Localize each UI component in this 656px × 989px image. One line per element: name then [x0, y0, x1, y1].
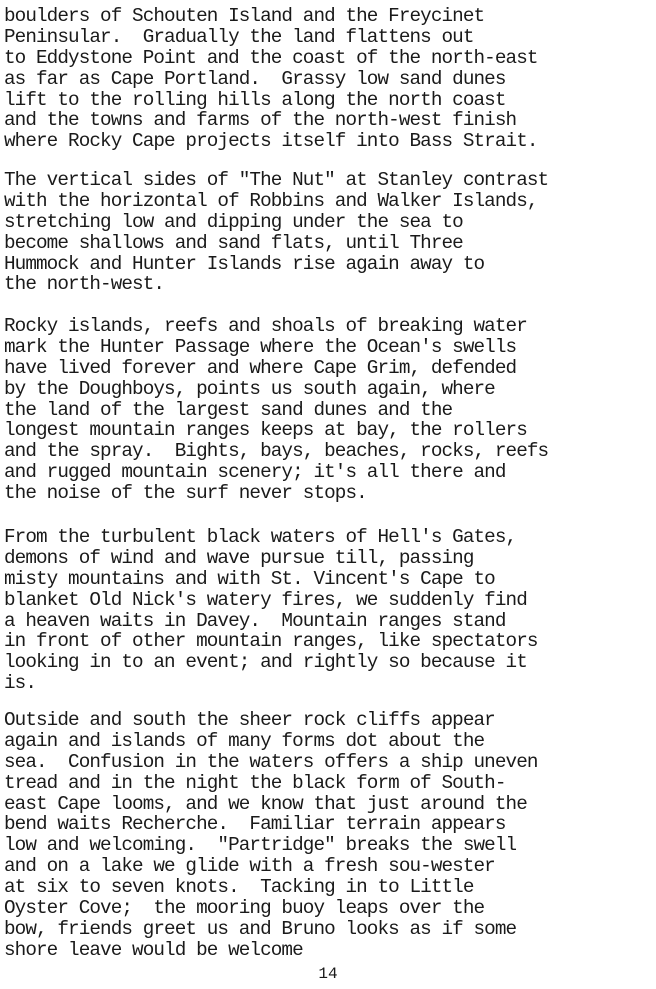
text-line: shore leave would be welcome — [4, 938, 303, 961]
text-line: with the horizontal of Robbins and Walker Islands, — [4, 189, 538, 212]
text-line: From the turbulent black waters of Hell's Gates, — [4, 526, 517, 548]
text-line: where Rocky Cape projects itself into Bass Strait. — [4, 130, 538, 153]
text-line: Oyster Cove; the mooring buoy leaps over the — [4, 897, 485, 920]
text-line: mark the Hunter Passage where the Ocean's swells — [4, 335, 517, 358]
text-line: and the towns and farms of the north-west finish — [4, 109, 517, 132]
text-line: and on a lake we glide with a fresh sou-wester — [4, 855, 495, 878]
paragraph-hunter-passage — [4, 316, 652, 504]
text-line: tread and in the night the black form of South- — [4, 771, 506, 794]
text-line: bow, friends greet us and Bruno looks as if some — [4, 917, 517, 940]
text-line: the noise of the surf never stops. — [4, 482, 367, 505]
text-line: bend waits Recherche. Familiar terrain appears — [4, 813, 506, 836]
text-line: have lived forever and where Cape Grim, defended — [4, 356, 517, 379]
text-line: to Eddystone Point and the coast of the north-east — [4, 46, 538, 69]
text-line: the land of the largest sand dunes and the — [4, 398, 453, 421]
text-line: as far as Cape Portland. Grassy low sand dunes — [4, 67, 506, 90]
text-line: and rugged mountain scenery; it's all there and — [4, 461, 506, 484]
text-line: Peninsular. Gradually the land flattens out — [4, 25, 474, 48]
text-line: looking in to an event; and rightly so because it — [4, 651, 527, 674]
text-line: Rocky islands, reefs and shoals of breaking water — [4, 315, 527, 337]
text-line: and the spray. Bights, bays, beaches, rocks, reefs — [4, 440, 549, 463]
paragraph-east-and-north-coast — [4, 6, 652, 152]
text-line: east Cape looms, and we know that just around the — [4, 792, 527, 815]
text-line: in front of other mountain ranges, like spectators — [4, 630, 538, 653]
text-line: by the Doughboys, points us south again, where — [4, 377, 495, 400]
text-line: become shallows and sand flats, until Three — [4, 231, 463, 254]
text-line: again and islands of many forms dot about the — [4, 729, 485, 752]
text-line: The vertical sides of "The Nut" at Stanley contrast — [4, 169, 549, 191]
text-line: blanket Old Nick's watery fires, we suddenly find — [4, 588, 527, 611]
text-line: sea. Confusion in the waters offers a ship uneven — [4, 750, 538, 773]
text-line: misty mountains and with St. Vincent's Cape to — [4, 567, 495, 590]
text-line: Hummock and Hunter Islands rise again away to — [4, 252, 485, 275]
paragraph-recherche-and-oyster-cove — [4, 710, 652, 961]
text-line: longest mountain ranges keeps at bay, the rollers — [4, 419, 527, 442]
text-line: stretching low and dipping under the sea to — [4, 210, 463, 233]
text-line: the north-west. — [4, 273, 165, 296]
text-line: Outside and south the sheer rock cliffs appear — [4, 709, 495, 731]
text-line: lift to the rolling hills along the north coast — [4, 88, 506, 111]
text-line: a heaven waits in Davey. Mountain ranges stand — [4, 609, 506, 632]
page-number: 14 — [318, 965, 338, 983]
paragraph-the-nut-stanley — [4, 170, 652, 295]
text-line: is. — [4, 672, 37, 695]
text-line: boulders of Schouten Island and the Freycinet — [4, 5, 485, 27]
paragraph-hells-gates — [4, 527, 652, 694]
text-line: demons of wind and wave pursue till, passing — [4, 546, 474, 569]
text-line: at six to seven knots. Tacking in to Little — [4, 876, 474, 899]
text-line: low and welcoming. "Partridge" breaks the swell — [4, 834, 517, 857]
